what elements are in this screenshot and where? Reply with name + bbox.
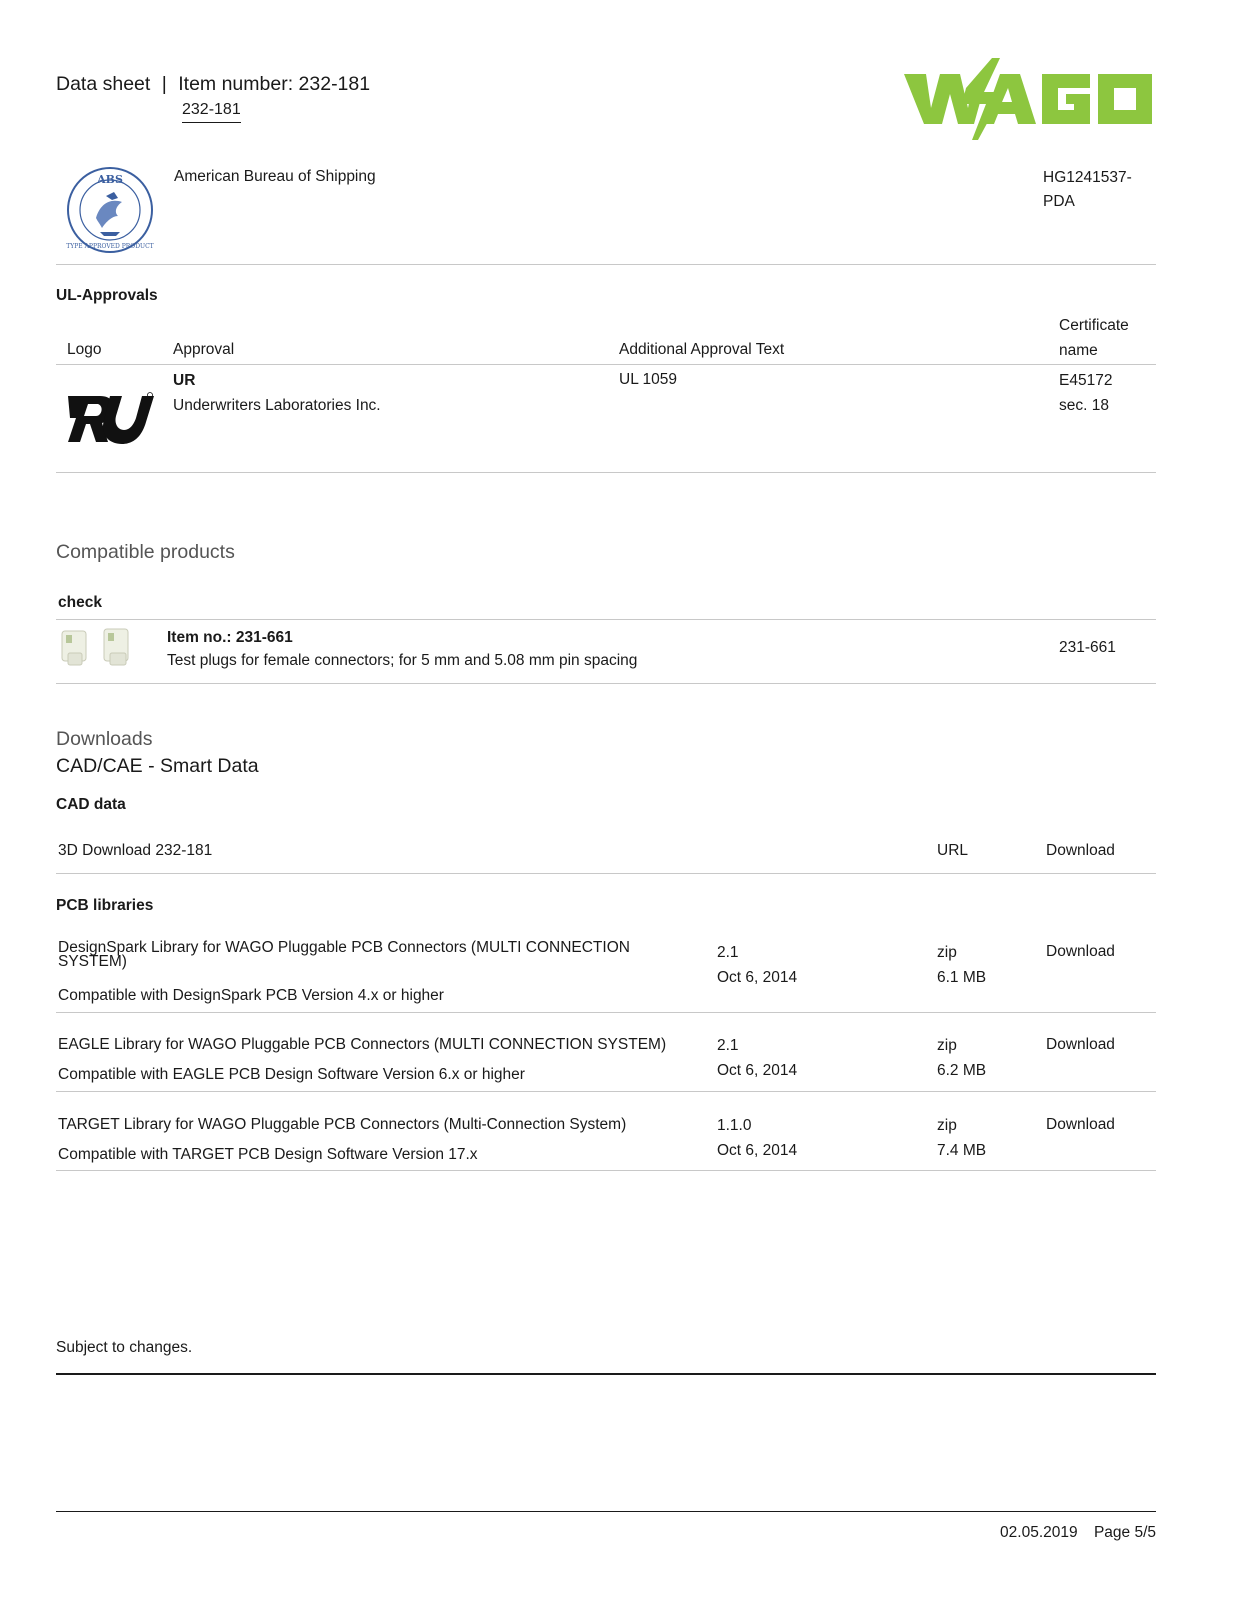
downloads-heading: Downloads <box>56 728 153 750</box>
footer-bottom-divider <box>56 1511 1156 1512</box>
cad-data-heading: CAD data <box>56 796 126 813</box>
compatible-item-number-label[interactable]: Item no.: 231-661 <box>167 629 293 646</box>
item-number-link[interactable]: 232-181 <box>182 99 241 123</box>
ul-certificate-line2: sec. 18 <box>1059 396 1109 414</box>
ul-additional-text: UL 1059 <box>619 371 678 388</box>
cad-download-link[interactable]: Download <box>1046 842 1115 859</box>
pcb-row-3-size: 7.4 MB <box>937 1141 987 1159</box>
abs-certificate-line2: PDA <box>1043 192 1075 210</box>
footer-meta <box>1000 1522 1156 1544</box>
compatible-item-description: Test plugs for female connectors; for 5 mm and 5.08 mm pin spacing <box>167 652 638 669</box>
document-title <box>56 71 370 97</box>
pcb-row-1-size: 6.1 MB <box>937 968 987 986</box>
compatible-group-title: check <box>58 594 102 611</box>
pcb-row-1-file <box>937 941 986 990</box>
title-item-number: Item number: 232-181 <box>178 73 371 95</box>
title-prefix: Data sheet <box>56 73 151 95</box>
pcb-row-1-version <box>717 941 797 990</box>
divider <box>56 1170 1156 1171</box>
divider <box>56 873 1156 874</box>
abs-seal-icon <box>66 166 154 254</box>
divider <box>56 1091 1156 1092</box>
ul-col-certificate-line1: Certificate <box>1059 317 1129 334</box>
divider <box>56 619 1156 620</box>
abs-certificate-line1: HG1241537- <box>1043 169 1132 186</box>
pcb-row-3-format: zip <box>937 1117 957 1134</box>
pcb-row-3-date: Oct 6, 2014 <box>717 1141 798 1159</box>
pcb-row-2-size: 6.2 MB <box>937 1061 987 1079</box>
title-separator: | <box>161 73 167 95</box>
footer-page: Page 5/5 <box>1093 1524 1156 1541</box>
test-plug-icon <box>58 625 142 671</box>
pcb-row-2-compat: Compatible with EAGLE PCB Design Software Version 6.x or higher <box>58 1066 525 1083</box>
pcb-row-2-format: zip <box>937 1037 957 1054</box>
compatible-products-heading: Compatible products <box>56 541 235 563</box>
pcb-row-3-version-number: 1.1.0 <box>717 1117 752 1134</box>
pcb-row-1-name-line2: SYSTEM) <box>58 953 127 970</box>
divider <box>56 264 1156 265</box>
abs-approval-name: American Bureau of Shipping <box>174 168 376 185</box>
ul-col-additional: Additional Approval Text <box>619 341 785 358</box>
ul-approvals-heading: UL-Approvals <box>56 287 158 304</box>
abs-seal-top-text: ABS <box>97 173 123 186</box>
divider <box>56 683 1156 684</box>
pcb-row-2-name: EAGLE Library for WAGO Pluggable PCB Connectors (MULTI CONNECTION SYSTEM) <box>58 1036 667 1053</box>
ul-approval-cell <box>173 369 381 418</box>
ul-table-header-divider <box>56 364 1156 365</box>
divider <box>56 472 1156 473</box>
pcb-row-1-compat: Compatible with DesignSpark PCB Version 4.x or higher <box>58 987 444 1004</box>
ul-col-certificate <box>1059 314 1129 363</box>
pcb-row-1-version-number: 2.1 <box>717 944 739 961</box>
cad-row-name: 3D Download 232-181 <box>58 842 213 859</box>
pcb-row-2-download-link[interactable]: Download <box>1046 1036 1115 1053</box>
wago-logo-graphic <box>904 58 1154 140</box>
ul-approval-code: UR <box>173 372 196 389</box>
wago-logo <box>904 58 1154 140</box>
pcb-row-2-version <box>717 1034 797 1083</box>
pcb-row-3-version <box>717 1114 797 1163</box>
cad-row-type: URL <box>937 842 969 859</box>
pcb-row-2-version-number: 2.1 <box>717 1037 739 1054</box>
ur-logo <box>66 392 154 446</box>
ul-certificate-cell <box>1059 369 1112 418</box>
compatible-item-text <box>167 626 637 672</box>
ul-approval-name: Underwriters Laboratories Inc. <box>173 396 381 414</box>
pcb-row-1-name <box>58 941 630 969</box>
footer-divider <box>56 1373 1156 1375</box>
abs-certificate <box>1043 166 1132 213</box>
ul-col-approval: Approval <box>173 341 235 358</box>
pcb-row-2-date: Oct 6, 2014 <box>717 1061 798 1079</box>
pcb-row-3-download-link[interactable]: Download <box>1046 1116 1115 1133</box>
footer-date: 02.05.2019 <box>1000 1524 1078 1541</box>
pcb-row-1-date: Oct 6, 2014 <box>717 968 798 986</box>
footer-note: Subject to changes. <box>56 1339 193 1356</box>
ul-certificate-line1: E45172 <box>1059 372 1113 389</box>
ul-col-certificate-line2: name <box>1059 341 1098 359</box>
pcb-row-2-file <box>937 1034 986 1083</box>
pcb-libraries-heading: PCB libraries <box>56 897 154 914</box>
pcb-row-1-download-link[interactable]: Download <box>1046 943 1115 960</box>
ul-col-logo: Logo <box>67 341 102 358</box>
pcb-row-3-file <box>937 1114 986 1163</box>
pcb-row-3-name: TARGET Library for WAGO Pluggable PCB Connectors (Multi-Connection System) <box>58 1116 627 1133</box>
abs-seal-ring-text: TYPE APPROVED PRODUCT <box>66 243 154 250</box>
pcb-row-1-format: zip <box>937 944 957 961</box>
compatible-item-number[interactable]: 231-661 <box>1059 639 1116 656</box>
pcb-row-1-name-line1: DesignSpark Library for WAGO Pluggable PCB Connectors (MULTI CONNECTION <box>58 939 630 956</box>
downloads-subtitle: CAD/CAE - Smart Data <box>56 755 259 777</box>
pcb-row-3-compat: Compatible with TARGET PCB Design Software Version 17.x <box>58 1146 478 1163</box>
abs-logo <box>66 166 154 254</box>
ur-mark-icon <box>66 392 154 446</box>
divider <box>56 1012 1156 1013</box>
compatible-item-image[interactable] <box>58 625 142 671</box>
